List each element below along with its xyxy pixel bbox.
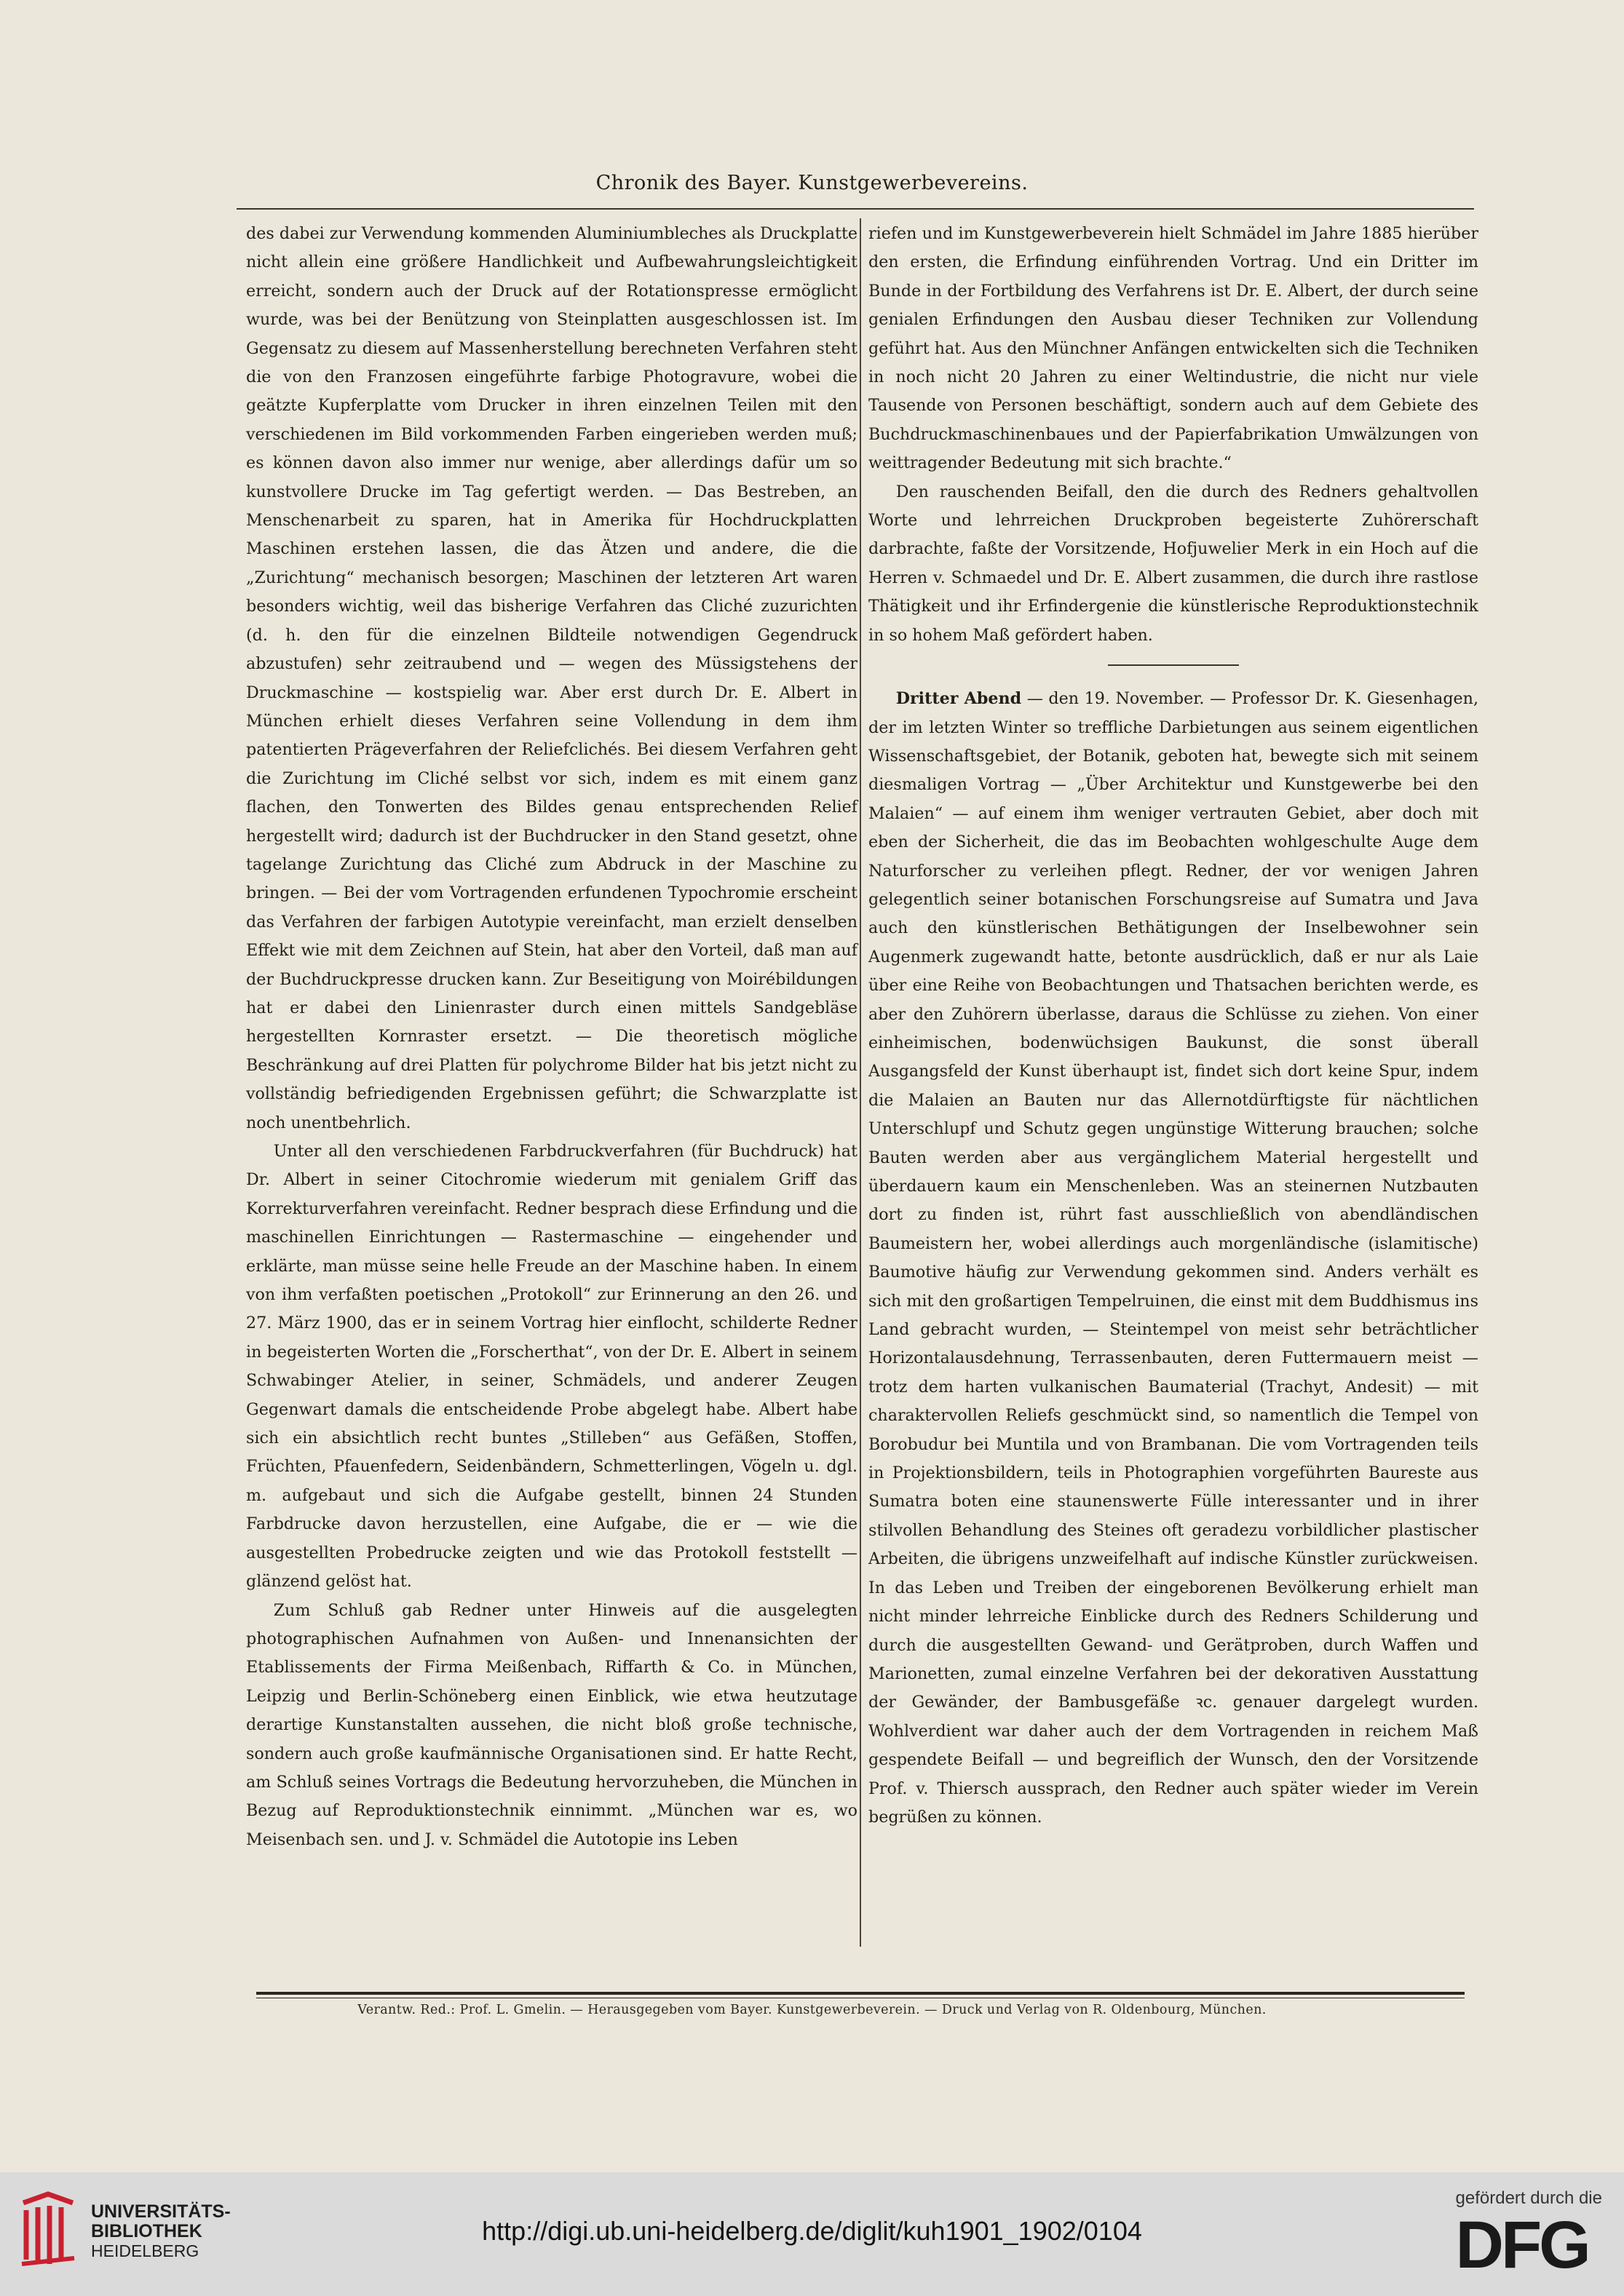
left-paragraph-1: des dabei zur Verwendung kommenden Aluminiumbleches als Druckplatte nicht allein eine größere Handlichkeit und Aufbewahrungsleichtigkeit erreicht, sondern auch der Druck auf der Rotationspresse ermöglicht wurde, was bei der Benützung von Steinplatten ausgeschlossen ist. Im Gegensatz zu diesem auf Massenherstellung berechneten Verfahren steht die von den Franzosen eingeführte farbige Photogravure, wobei die geätzte Kupferplatte vom Drucker in ihren einzelnen Teilen mit den verschiedenen im Bild vorkommenden Farben eingerieben werden muß; es können davon also immer nur wenige, aber allerdings dafür um so kunstvollere Drucke im Tag gefertigt werden. — Das Bestreben, an Menschenarbeit zu sparen, hat in Amerika für Hochdruckplatten Maschinen erstehen lassen, die das Ätzen und andere, die die „Zurichtung“ mechanisch besorgen; Maschinen der letzteren Art waren besonders wichtig, weil das bisherige Verfahren das Cliché zuzurichten (d. h. den für die einzelnen Bildteile notwendigen Gegendruck abzustufen) sehr zeitraubend und — wegen des Müssigstehens der Druckmaschine — kostspielig war. Aber erst durch Dr. E. Albert in München erhielt dieses Verfahren seine Vollendung in dem ihm patentierten Prägeverfahren der Reliefclichés. Bei diesem Verfahren geht die Zurichtung im Cliché selbst vor sich, indem es mit einem ganz flachen, den Tonwerten des Bildes genau entsprechenden Relief hergestellt wird; dadurch ist der Buchdrucker in den Stand gesetzt, ohne tagelange Zurichtung das Cliché zum Abdruck in der Maschine zu bringen. — Bei der vom Vortragenden erfundenen Typochromie erscheint das Verfahren der farbigen Autotypie vereinfacht, man erzielt denselben Effekt wie mit dem Zeichnen auf Stein, hat aber den Vorteil, daß man auf der Buchdruckpresse drucken kann. Zur Beseitigung von Moirébildungen hat er dabei den Linienraster durch einen mittels Sandgebläse hergestellten Kornraster ersetzt. — Die theoretisch mögliche Beschränkung auf drei Platten für polychrome Bilder hat bis jetzt nicht zu vollständig befriedigenden Ergebnissen geführt; die Schwarzplatte ist noch unentbehrlich. [246, 224, 857, 1132]
digitization-footer [0, 2172, 1624, 2296]
section-heading: Dritter Abend [895, 689, 1022, 709]
right-paragraph-1: riefen und im Kunstgewerbeverein hielt Schmädel im Jahre 1885 hierüber den ersten, die Erfindung einführenden Vortrag. Und ein Dritter im Bunde in der Fortbildung des Verfahrens ist Dr. E. Albert, der durch seine genialen Erfindungen den Ausbau dieser Techniken zur Vollendung geführt hat. Aus den Münchner Anfängen entwickelten sich die Techniken in noch nicht 20 Jahren zu einer Weltindustrie, die nicht nur viele Tausende von Personen beschäftigt, sondern auch auf dem Gebiete des Buchdruckmaschinenbaues und der Papierfabrikation Umwälzungen von weittragender Bedeutung mit sich brachte.“ [868, 224, 1478, 473]
left-column [246, 220, 857, 1854]
library-name-line-3: HEIDELBERG [91, 2241, 199, 2260]
left-paragraph-2: Unter all den verschiedenen Farbdruckverfahren (für Buchdruck) hat Dr. Albert in seiner Citochromie wiederum mit genialem Griff das Korrekturverfahren vereinfacht. Redner besprach diese Erfindung und die maschinellen Einrichtungen — Rastermaschine — eingehender und erklärte, man müsse seine helle Freude an der Maschine haben. In einem von ihm verfaßten poetischen „Protokoll“ zur Erinnerung an den 26. und 27. März 1900, das er in seinem Vortrag hier einflocht, schilderte Redner in begeisterten Worten die „Forscherthat“, von der Dr. E. Albert in seinem Schwabinger Atelier, in seiner, Schmädels, und anderer Zeugen Gegenwart damals die entscheidende Probe abgelegt habe. Albert habe sich ein absichtlich recht buntes „Stilleben“ aus Gefäßen, Stoffen, Früchten, Pfauenfedern, Seidenbändern, Schmetterlingen, Vögeln u. dgl. m. aufgebaut und sich die Aufgabe gestellt, binnen 24 Stunden Farbdrucke davon herzustellen, eine Aufgabe, die er — wie die ausgestellten Probedrucke zeigten und wie das Protokoll feststellt — glänzend gelöst hat. [246, 1142, 857, 1592]
right-column [868, 220, 1478, 1832]
column-rule [860, 218, 861, 1947]
library-name-line-2: BIBLIOTHEK [91, 2221, 202, 2241]
section-text: — den 19. November. — Professor Dr. K. Giesenhagen, der im letzten Winter so treffliche Darbietungen aus seinem eigentlichen Wissenschaftsgebiet, der Botanik, geboten hat, bewegte sich mit seinem diesmaligen Vortrag — „Über Architektur und Kunstgewerbe bei den Malaien“ — auf einem ihm weniger vertrauten Gebiet, aber doch mit eben der Sicherheit, die das im Beobachten wohlgeschulte Auge dem Naturforscher zu verleihen pflegt. Redner, der vor wenigen Jahren gelegentlich seiner botanischen Forschungsreise auf Sumatra und Java auch den künstlerischen Bethätigungen der Inselbewohner sein Augenmerk zugewandt hatte, betonte ausdrücklich, daß er nur als Laie über eine Reihe von Beobachtungen und Thatsachen berichten werde, es aber den Zuhörern überlasse, daraus die Schlüsse zu ziehen. Von einer einheimischen, bodenwüchsigen Baukunst, die sonst überall Ausgangsfeld der Kunst überhaupt ist, findet sich dort keine Spur, indem die Malaien an Bauten nur das Allernotdürftigste für nächtlichen Unterschlupf und Schutz gegen ungünstige Witterung brauchen; solche Bauten werden aber aus vergänglichem Material hergestellt und überdauern kaum ein Menschenleben. Was an steinernen Nutzbauten dort zu finden ist, rührt fast ausschließlich von abendländischen Baumeistern her, wobei allerdings auch morgenländische (islamitische) Baumotive häufig zur Verwendung gekommen sind. Anders verhält es sich mit den großartigen Tempelruinen, die einst mit dem Buddhismus ins Land gebracht wurden, — Steintempel von meist sehr beträchtlicher Horizontalausdehnung, Terrassenbauten, deren Futtermauern meist — trotz dem harten vulkanischen Baumaterial (Trachyt, Andesit) — mit charaktervollen Reliefs geschmückt sind, so namentlich die Tempel von Borobudur bei Muntila und von Brambanan. Die vom Vortragenden teils in Projektionsbildern, teils in Photographien vorgeführten Baureste aus Sumatra boten eine staunenswerte Fülle interessanter und in ihrer stilvollen Behandlung des Steines oft geradezu vorbildlicher plastischer Arbeiten, die übrigens unzweifelhaft auf indische Künstler zurückweisen. In das Leben und Treiben der eingeborenen Bevölkerung erhielt man nicht minder lehrreiche Einblicke durch des Redners Schilderung und durch die ausgestellten Gewand- und Gerätproben, durch Waffen und Marionetten, zumal einzelne Verfahren bei der dekorativen Ausstattung der Gewänder, der Bambusgefäße ꝛc. genauer dargelegt wurden. Wohlverdient war daher auch der dem Vortragenden in reichem Maß gespendete Beifall — und begreiflich der Wunsch, den der Vorsitzende Prof. v. Thiersch aussprach, den Redner auch später wieder im Verein begrüßen zu können. [868, 689, 1478, 1827]
dfg-logo: DFG [1455, 2208, 1588, 2282]
permalink-url[interactable]: http://digi.ub.uni-heidelberg.de/diglit/kuh1901_1902/0104 [482, 2216, 1142, 2246]
header-rule [237, 208, 1474, 210]
section-paragraph [868, 685, 1478, 1832]
library-name-line-1: UNIVERSITÄTS- [91, 2201, 231, 2222]
running-head: Chronik des Bayer. Kunstgewerbevereins. [595, 172, 1029, 194]
funded-by-label: gefördert durch die [1455, 2188, 1602, 2208]
footer-rule-thick [256, 1992, 1465, 1995]
left-paragraph-3: Zum Schluß gab Redner unter Hinweis auf die ausgelegten photographischen Aufnahmen von Außen- und Innenansichten der Etablissements der Firma Meißenbach, Riffarth & Co. in München, Leipzig und Berlin-Schöneberg einen Einblick, wie etwa heutzutage derartige Kunstanstalten aussehen, die nicht bloß große technische, sondern auch große kaufmännische Organisationen sind. Er hatte Recht, am Schluß seines Vortrags die Bedeutung hervorzuheben, die München in Bezug auf Reproduktionstechnik einnimmt. „München war es, wo Meisenbach sen. und J. v. Schmädel die Autotopie ins Leben [246, 1600, 857, 1849]
funder-block [1455, 2188, 1602, 2282]
section-divider [1108, 664, 1239, 666]
right-paragraph-2: Den rauschenden Beifall, den die durch des Redners gehaltvollen Worte und lehrreichen Druckproben begeisterte Zuhörerschaft darbrachte, faßte der Vorsitzende, Hofjuwelier Merk in ein Hoch auf die Herren v. Schmaedel und Dr. E. Albert zusammen, die durch ihre rastlose Thätigkeit und ihr Erfindergenie die künstlerische Reproduktionstechnik in so hohem Maß gefördert haben. [868, 482, 1478, 645]
imprint-line: Verantw. Red.: Prof. L. Gmelin. — Herausgegeben vom Bayer. Kunstgewerbeverein. — Druck und Verlag von R. Oldenbourg, München. [357, 2003, 1267, 2017]
